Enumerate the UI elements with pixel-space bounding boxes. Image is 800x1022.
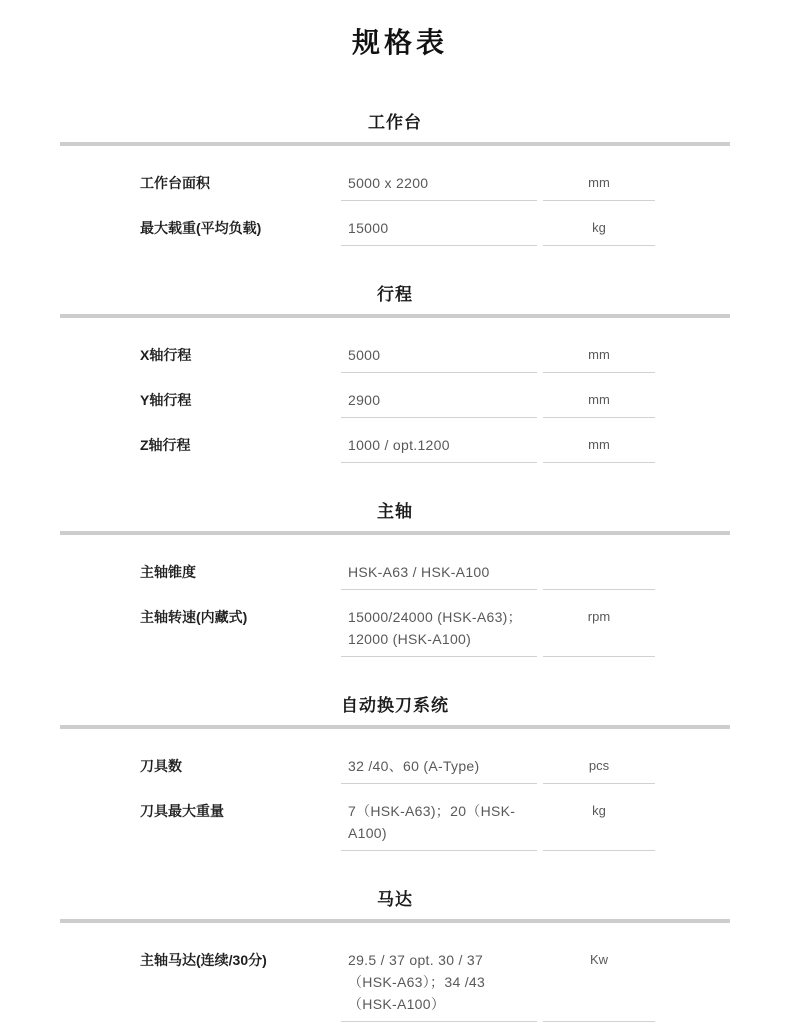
table-row [60, 344, 730, 373]
table-row [60, 800, 730, 851]
spec-label: 刀具最大重量 [140, 803, 224, 819]
table-row [60, 217, 730, 246]
section-divider [60, 725, 730, 729]
section-title: 主轴 [377, 502, 413, 521]
spec-value: 29.5 / 37 opt. 30 / 37（HSK-A63）；34 /43（HSK-A100） [341, 949, 537, 1022]
spec-unit: kg [543, 800, 655, 851]
spec-label: 主轴转速(内藏式) [140, 609, 248, 625]
spec-value: 32 /40、60 (A-Type) [341, 755, 537, 784]
spec-unit: mm [543, 172, 655, 201]
spec-unit: mm [543, 434, 655, 463]
spec-label: Z轴行程 [140, 437, 191, 453]
section-title: 自动换刀系统 [341, 696, 449, 715]
table-row [60, 389, 730, 418]
table-row [60, 434, 730, 463]
spec-value: 1000 / opt.1200 [341, 434, 537, 463]
spec-unit: rpm [543, 606, 655, 657]
spec-label: 主轴马达(连续/30分) [140, 952, 267, 968]
spec-unit: mm [543, 344, 655, 373]
section-divider [60, 531, 730, 535]
spec-unit: pcs [543, 755, 655, 784]
section-title: 工作台 [368, 113, 422, 132]
section-divider [60, 314, 730, 318]
page-title: 规格表 [351, 27, 448, 58]
section-divider [60, 919, 730, 923]
table-row [60, 172, 730, 201]
spec-label: 工作台面积 [140, 175, 210, 191]
section-worktable [60, 108, 730, 246]
spec-table [60, 108, 730, 1022]
spec-value: 15000/24000 (HSK-A63)；12000 (HSK-A100) [341, 606, 537, 657]
section-motor [60, 885, 730, 1022]
spec-unit: Kw [543, 949, 655, 1022]
spec-unit [543, 561, 655, 590]
section-atc [60, 691, 730, 851]
spec-value: 5000 x 2200 [341, 172, 537, 201]
table-row [60, 606, 730, 657]
section-travel [60, 280, 730, 463]
spec-label: Y轴行程 [140, 392, 192, 408]
spec-label: 主轴锥度 [140, 564, 196, 580]
table-row [60, 949, 730, 1022]
section-title: 行程 [377, 285, 413, 304]
section-title: 马达 [377, 890, 413, 909]
spec-value: 7（HSK-A63)；20（HSK-A100) [341, 800, 537, 851]
section-spindle [60, 497, 730, 657]
table-row [60, 561, 730, 590]
spec-value: 5000 [341, 344, 537, 373]
table-row [60, 755, 730, 784]
spec-label: 最大载重(平均负载) [140, 220, 262, 236]
spec-label: X轴行程 [140, 347, 192, 363]
spec-value: 2900 [341, 389, 537, 418]
section-divider [60, 142, 730, 146]
spec-label: 刀具数 [140, 758, 182, 774]
spec-value: HSK-A63 / HSK-A100 [341, 561, 537, 590]
spec-unit: mm [543, 389, 655, 418]
spec-value: 15000 [341, 217, 537, 246]
spec-unit: kg [543, 217, 655, 246]
